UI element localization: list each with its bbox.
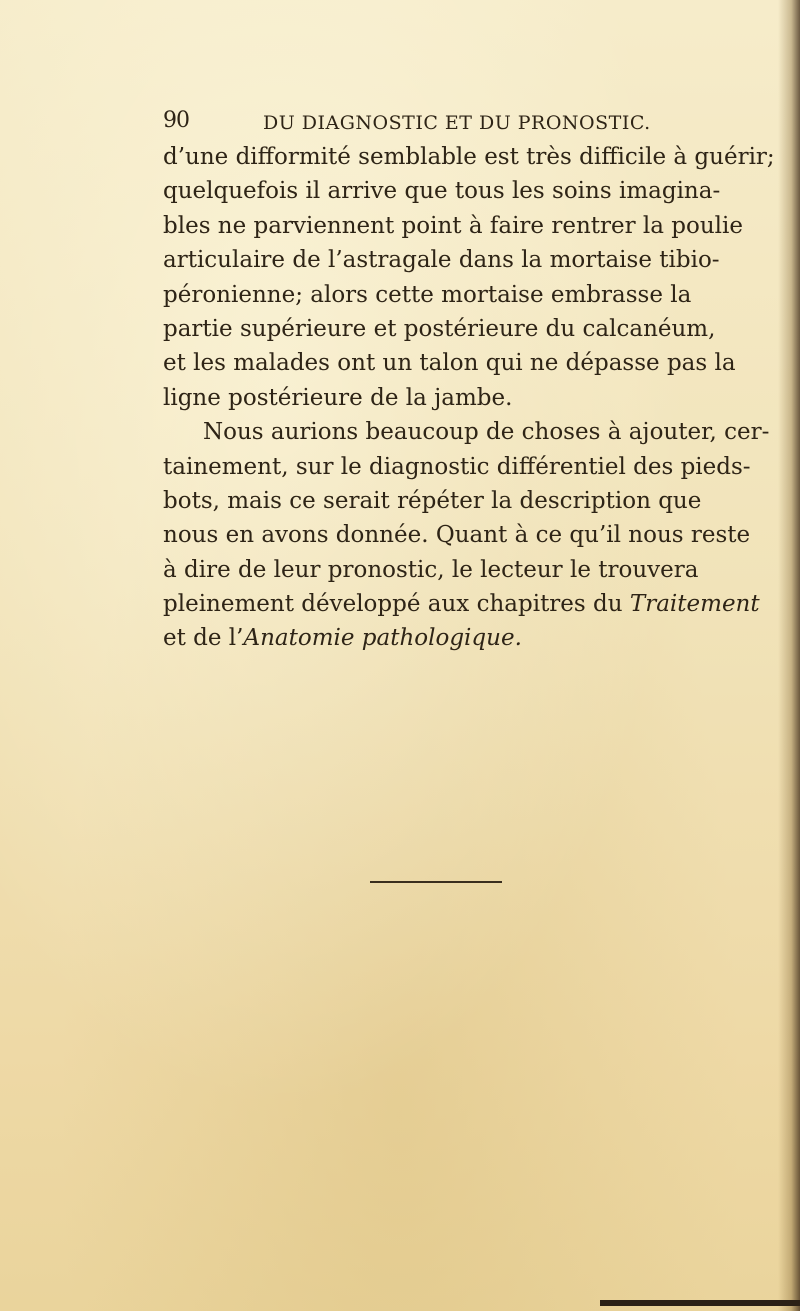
text-line: bots, mais ce serait répéter la description que bbox=[163, 487, 702, 514]
text-line: articulaire de l’astragale dans la mortaise tibio- bbox=[163, 247, 720, 274]
page-number: 90 bbox=[163, 108, 189, 133]
text-line: quelquefois il arrive que tous les soins imagina- bbox=[163, 178, 721, 205]
text-line: à dire de leur pronostic, le lecteur le trouvera bbox=[163, 556, 699, 583]
italic-title-traitement: Traitement bbox=[629, 591, 760, 618]
running-head bbox=[163, 108, 763, 144]
section-separator-rule bbox=[370, 881, 502, 883]
text-line: partie supérieure et postérieure du calcanéum, bbox=[163, 315, 716, 342]
text-line-prefix: pleinement développé aux chapitres du bbox=[163, 591, 630, 618]
text-line-paragraph-start: Nous aurions beaucoup de choses à ajouter, cer- bbox=[203, 419, 770, 446]
text-line: péronienne; alors cette mortaise embrasse la bbox=[163, 281, 692, 308]
running-head-title: DU DIAGNOSTIC ET DU PRONOSTIC. bbox=[263, 112, 651, 134]
text-line-prefix: et de l’ bbox=[163, 625, 244, 652]
text-line: ligne postérieure de la jambe. bbox=[163, 384, 513, 411]
text-line: bles ne parviennent point à faire rentrer la poulie bbox=[163, 212, 744, 239]
text-line bbox=[163, 587, 763, 621]
page-edge-shadow bbox=[778, 0, 800, 1311]
text-line: tainement, sur le diagnostic différentiel des pieds- bbox=[163, 453, 751, 480]
text-line: nous en avons donnée. Quant à ce qu’il nous reste bbox=[163, 522, 751, 549]
page-bottom-edge bbox=[600, 1300, 800, 1306]
text-line: d’une difformité semblable est très difficile à guérir; bbox=[163, 144, 775, 170]
text-line: et les malades ont un talon qui ne dépasse pas la bbox=[163, 350, 736, 377]
text-line bbox=[163, 621, 763, 655]
body-text bbox=[163, 140, 775, 656]
italic-title-anatomie: Anatomie pathologique. bbox=[243, 625, 522, 652]
